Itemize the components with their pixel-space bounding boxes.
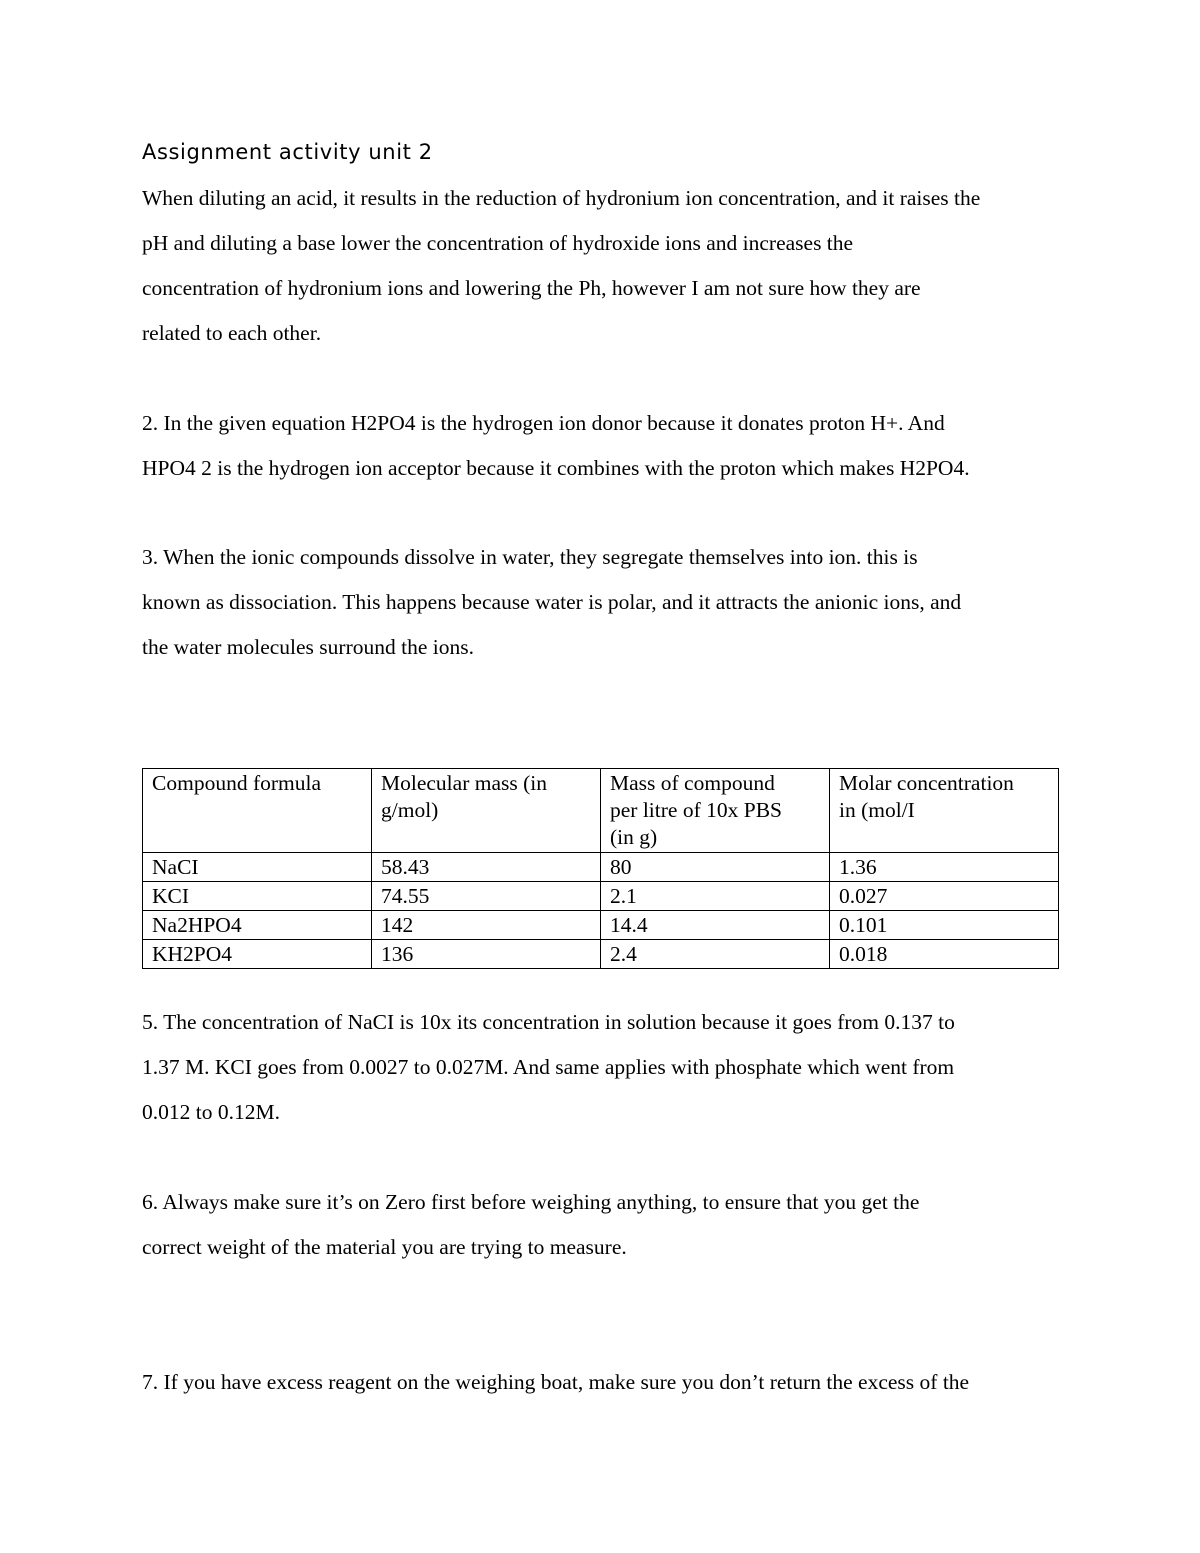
pbs-composition-table bbox=[142, 768, 1059, 969]
paragraph-line: related to each other. bbox=[142, 321, 322, 345]
paragraph-line: known as dissociation. This happens because water is polar, and it attracts the anionic ions, and bbox=[142, 590, 962, 614]
table-cell: 0.101 bbox=[830, 911, 1059, 940]
table-cell: 142 bbox=[372, 911, 601, 940]
header-cell-mass-per-litre: Mass of compound per litre of 10x PBS (in g) bbox=[601, 769, 830, 853]
paragraph-line: pH and diluting a base lower the concentration of hydroxide ions and increases the bbox=[142, 231, 854, 255]
paragraph-line: HPO4 2 is the hydrogen ion acceptor because it combines with the proton which makes H2PO4. bbox=[142, 456, 970, 480]
paragraph-2 bbox=[142, 401, 1072, 491]
paragraph-7 bbox=[142, 1360, 1072, 1405]
paragraph-1 bbox=[142, 176, 1072, 356]
table-cell: 0.018 bbox=[830, 940, 1059, 969]
paragraph-line: 0.012 to 0.12M. bbox=[142, 1100, 280, 1124]
header-cell-molar-concentration: Molar concentration in (mol/I bbox=[830, 769, 1059, 853]
table-cell: 58.43 bbox=[372, 853, 601, 882]
paragraph-line: the water molecules surround the ions. bbox=[142, 635, 474, 659]
table-cell: 2.1 bbox=[601, 882, 830, 911]
paragraph-line: 6. Always make sure it’s on Zero first before weighing anything, to ensure that you get the bbox=[142, 1190, 920, 1214]
table-cell: KCI bbox=[143, 882, 372, 911]
paragraph-line: 5. The concentration of NaCI is 10x its concentration in solution because it goes from 0.137 to bbox=[142, 1010, 955, 1034]
table-cell: KH2PO4 bbox=[143, 940, 372, 969]
table-cell: Na2HPO4 bbox=[143, 911, 372, 940]
paragraph-line: When diluting an acid, it results in the reduction of hydronium ion concentration, and it raises the bbox=[142, 186, 981, 210]
table-cell: 0.027 bbox=[830, 882, 1059, 911]
table-row bbox=[143, 853, 1059, 882]
paragraph-line: concentration of hydronium ions and lowering the Ph, however I am not sure how they are bbox=[142, 276, 921, 300]
table-row bbox=[143, 911, 1059, 940]
paragraph-6 bbox=[142, 1180, 1072, 1270]
paragraph-5 bbox=[142, 1000, 1072, 1135]
table-cell: 136 bbox=[372, 940, 601, 969]
header-cell-compound-formula: Compound formula bbox=[143, 769, 372, 853]
paragraph-3 bbox=[142, 535, 1072, 670]
paragraph-line: 7. If you have excess reagent on the weighing boat, make sure you don’t return the excess of the bbox=[142, 1370, 970, 1394]
table-row bbox=[143, 940, 1059, 969]
table-cell: 2.4 bbox=[601, 940, 830, 969]
table-cell: 74.55 bbox=[372, 882, 601, 911]
table-cell: 14.4 bbox=[601, 911, 830, 940]
table-cell: NaCI bbox=[143, 853, 372, 882]
table-cell: 1.36 bbox=[830, 853, 1059, 882]
header-cell-molecular-mass: Molecular mass (in g/mol) bbox=[372, 769, 601, 853]
paragraph-line: 3. When the ionic compounds dissolve in water, they segregate themselves into ion. this is bbox=[142, 545, 918, 569]
table-cell: 80 bbox=[601, 853, 830, 882]
paragraph-line: correct weight of the material you are trying to measure. bbox=[142, 1235, 627, 1259]
document-title: Assignment activity unit 2 bbox=[142, 140, 433, 164]
table-row bbox=[143, 882, 1059, 911]
paragraph-line: 1.37 M. KCI goes from 0.0027 to 0.027M. And same applies with phosphate which went from bbox=[142, 1055, 955, 1079]
paragraph-line: 2. In the given equation H2PO4 is the hydrogen ion donor because it donates proton H+. And bbox=[142, 411, 945, 435]
table-header-row bbox=[143, 769, 1059, 853]
